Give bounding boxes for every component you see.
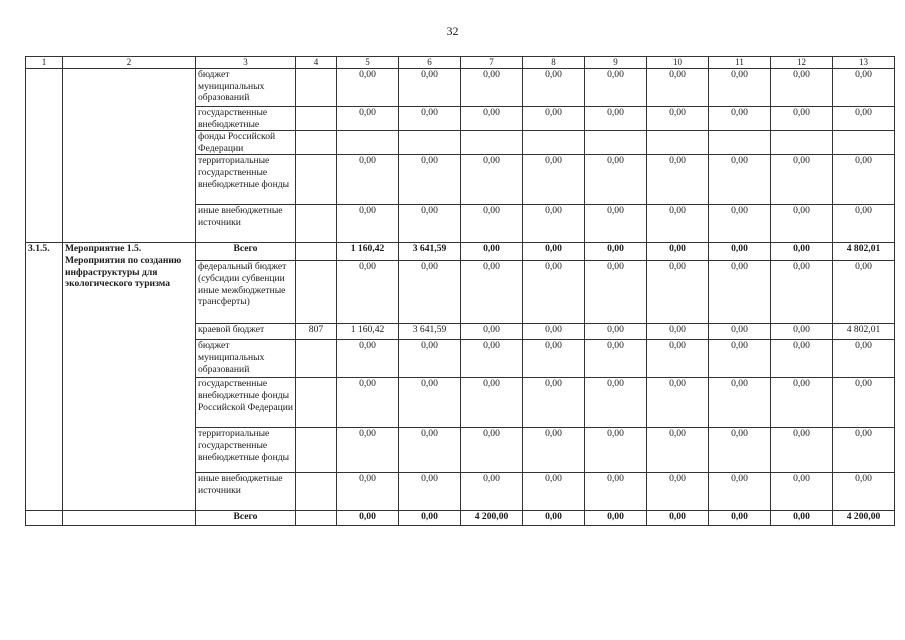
amount-cell: 0,00	[771, 378, 833, 428]
amount-cell: 0,00	[399, 340, 461, 378]
total-row	[26, 243, 895, 261]
amount-cell: 0,00	[647, 340, 709, 378]
amount-cell: 0,00	[585, 473, 647, 511]
amount-cell	[771, 131, 833, 155]
amount-cell	[585, 131, 647, 155]
amount-cell: 0,00	[585, 205, 647, 243]
amount-cell: 0,00	[461, 69, 523, 107]
amount-cell	[833, 131, 895, 155]
table-body	[26, 69, 895, 526]
budget-code-cell	[296, 69, 337, 107]
amount-cell: 0,00	[709, 69, 771, 107]
amount-cell: 0,00	[771, 205, 833, 243]
amount-cell: 0,00	[399, 107, 461, 131]
budget-code-cell	[296, 205, 337, 243]
amount-cell: 0,00	[709, 511, 771, 526]
amount-cell: 0,00	[647, 428, 709, 473]
column-header: 1	[26, 57, 63, 69]
amount-cell: 0,00	[399, 155, 461, 205]
amount-cell: 0,00	[585, 340, 647, 378]
amount-cell: 0,00	[771, 428, 833, 473]
amount-cell: 0,00	[771, 107, 833, 131]
column-header: 7	[461, 57, 523, 69]
amount-cell: 0,00	[585, 511, 647, 526]
amount-cell: 0,00	[523, 243, 585, 261]
amount-cell: 0,00	[833, 69, 895, 107]
funding-source-cell: Всего	[196, 511, 296, 526]
column-header: 2	[63, 57, 196, 69]
amount-cell: 0,00	[585, 243, 647, 261]
amount-cell: 0,00	[399, 473, 461, 511]
amount-cell	[709, 131, 771, 155]
amount-cell: 0,00	[523, 473, 585, 511]
amount-cell: 0,00	[585, 107, 647, 131]
amount-cell: 0,00	[523, 261, 585, 324]
amount-cell: 0,00	[523, 107, 585, 131]
amount-cell: 4 802,01	[833, 243, 895, 261]
table-row	[26, 69, 895, 107]
amount-cell: 0,00	[771, 69, 833, 107]
amount-cell: 0,00	[337, 340, 399, 378]
amount-cell: 0,00	[647, 69, 709, 107]
column-header: 9	[585, 57, 647, 69]
funding-source-cell: федеральный бюджет (субсидии субвенции иные межбюджетные трансферты)	[196, 261, 296, 324]
funding-source-cell: Всего	[196, 243, 296, 261]
amount-cell: 0,00	[709, 473, 771, 511]
activity-name-cell	[63, 511, 196, 526]
activity-name-cell: Мероприятие 1.5. Мероприятия по созданию инфраструктуры для экологического туризма	[63, 243, 196, 511]
amount-cell: 0,00	[771, 473, 833, 511]
amount-cell: 0,00	[461, 205, 523, 243]
column-header: 5	[337, 57, 399, 69]
total-row	[26, 511, 895, 526]
budget-table	[25, 56, 895, 526]
amount-cell: 0,00	[647, 205, 709, 243]
budget-code-cell	[296, 261, 337, 324]
budget-code-cell	[296, 243, 337, 261]
amount-cell	[647, 131, 709, 155]
item-number-cell	[26, 69, 63, 243]
amount-cell: 0,00	[399, 511, 461, 526]
amount-cell: 0,00	[461, 261, 523, 324]
amount-cell: 0,00	[523, 428, 585, 473]
amount-cell: 0,00	[523, 155, 585, 205]
amount-cell: 0,00	[709, 243, 771, 261]
funding-source-cell: краевой бюджет	[196, 324, 296, 340]
amount-cell	[399, 131, 461, 155]
amount-cell: 0,00	[523, 340, 585, 378]
amount-cell: 0,00	[399, 205, 461, 243]
amount-cell: 0,00	[585, 155, 647, 205]
amount-cell: 0,00	[647, 511, 709, 526]
item-number-cell: 3.1.5.	[26, 243, 63, 511]
budget-code-cell	[296, 511, 337, 526]
amount-cell: 0,00	[399, 428, 461, 473]
amount-cell: 0,00	[833, 428, 895, 473]
funding-source-cell: бюджет муниципальных образований	[196, 69, 296, 107]
column-header: 6	[399, 57, 461, 69]
amount-cell: 4 200,00	[833, 511, 895, 526]
amount-cell: 0,00	[647, 243, 709, 261]
amount-cell: 0,00	[709, 205, 771, 243]
amount-cell: 0,00	[399, 378, 461, 428]
amount-cell: 0,00	[337, 205, 399, 243]
amount-cell: 0,00	[337, 69, 399, 107]
amount-cell: 0,00	[337, 428, 399, 473]
amount-cell: 0,00	[771, 243, 833, 261]
column-header: 10	[647, 57, 709, 69]
budget-code-cell	[296, 107, 337, 131]
funding-source-cell: государственные внебюджетные	[196, 107, 296, 131]
amount-cell: 0,00	[833, 473, 895, 511]
amount-cell: 0,00	[461, 340, 523, 378]
amount-cell: 0,00	[523, 324, 585, 340]
amount-cell: 0,00	[709, 324, 771, 340]
amount-cell: 0,00	[399, 69, 461, 107]
amount-cell: 0,00	[647, 378, 709, 428]
amount-cell: 0,00	[399, 261, 461, 324]
amount-cell: 0,00	[523, 511, 585, 526]
amount-cell: 4 200,00	[461, 511, 523, 526]
funding-source-cell: территориальные государственные внебюджетные фонды	[196, 428, 296, 473]
amount-cell: 1 160,42	[337, 243, 399, 261]
amount-cell: 0,00	[461, 324, 523, 340]
budget-code-cell	[296, 378, 337, 428]
amount-cell: 0,00	[771, 155, 833, 205]
amount-cell: 0,00	[709, 378, 771, 428]
amount-cell: 0,00	[833, 155, 895, 205]
amount-cell: 0,00	[833, 340, 895, 378]
amount-cell: 0,00	[771, 261, 833, 324]
amount-cell: 0,00	[461, 473, 523, 511]
budget-code-cell	[296, 473, 337, 511]
amount-cell: 0,00	[585, 428, 647, 473]
funding-source-cell: бюджет муниципальных образований	[196, 340, 296, 378]
column-header: 12	[771, 57, 833, 69]
amount-cell: 0,00	[585, 324, 647, 340]
budget-code-cell	[296, 340, 337, 378]
amount-cell: 4 802,01	[833, 324, 895, 340]
budget-code-cell	[296, 131, 337, 155]
budget-code-cell: 807	[296, 324, 337, 340]
amount-cell: 0,00	[585, 69, 647, 107]
column-header: 8	[523, 57, 585, 69]
amount-cell: 0,00	[709, 155, 771, 205]
amount-cell: 0,00	[647, 324, 709, 340]
amount-cell: 0,00	[833, 378, 895, 428]
amount-cell: 0,00	[585, 261, 647, 324]
amount-cell: 0,00	[771, 511, 833, 526]
amount-cell: 3 641,59	[399, 243, 461, 261]
amount-cell: 0,00	[461, 243, 523, 261]
amount-cell: 0,00	[337, 378, 399, 428]
amount-cell: 0,00	[647, 107, 709, 131]
amount-cell: 0,00	[709, 428, 771, 473]
amount-cell	[461, 131, 523, 155]
funding-source-cell: иные внебюджетные источники	[196, 473, 296, 511]
amount-cell: 0,00	[771, 324, 833, 340]
amount-cell: 0,00	[585, 378, 647, 428]
amount-cell: 0,00	[833, 107, 895, 131]
funding-source-cell: фонды Российской Федерации	[196, 131, 296, 155]
amount-cell: 0,00	[337, 511, 399, 526]
column-header: 11	[709, 57, 771, 69]
amount-cell: 0,00	[461, 428, 523, 473]
item-number-cell	[26, 511, 63, 526]
amount-cell: 0,00	[709, 340, 771, 378]
amount-cell: 0,00	[337, 261, 399, 324]
amount-cell: 0,00	[647, 261, 709, 324]
amount-cell	[337, 131, 399, 155]
amount-cell: 0,00	[461, 378, 523, 428]
column-number-row	[26, 57, 895, 69]
funding-source-cell: государственные внебюджетные фонды Российской Федерации	[196, 378, 296, 428]
amount-cell: 0,00	[337, 155, 399, 205]
column-header: 4	[296, 57, 337, 69]
amount-cell: 0,00	[523, 205, 585, 243]
amount-cell: 0,00	[523, 69, 585, 107]
column-header: 13	[833, 57, 895, 69]
amount-cell: 1 160,42	[337, 324, 399, 340]
amount-cell: 3 641,59	[399, 324, 461, 340]
amount-cell: 0,00	[337, 107, 399, 131]
amount-cell	[523, 131, 585, 155]
amount-cell: 0,00	[523, 378, 585, 428]
amount-cell: 0,00	[833, 261, 895, 324]
amount-cell: 0,00	[647, 473, 709, 511]
activity-name-cell	[63, 69, 196, 243]
amount-cell: 0,00	[709, 261, 771, 324]
amount-cell: 0,00	[771, 340, 833, 378]
amount-cell: 0,00	[647, 155, 709, 205]
amount-cell: 0,00	[709, 107, 771, 131]
page-number: 32	[446, 24, 459, 38]
budget-code-cell	[296, 155, 337, 205]
budget-code-cell	[296, 428, 337, 473]
amount-cell: 0,00	[461, 155, 523, 205]
amount-cell: 0,00	[337, 473, 399, 511]
column-header: 3	[196, 57, 296, 69]
amount-cell: 0,00	[833, 205, 895, 243]
amount-cell: 0,00	[461, 107, 523, 131]
funding-source-cell: территориальные государственные внебюджетные фонды	[196, 155, 296, 205]
funding-source-cell: иные внебюджетные источники	[196, 205, 296, 243]
